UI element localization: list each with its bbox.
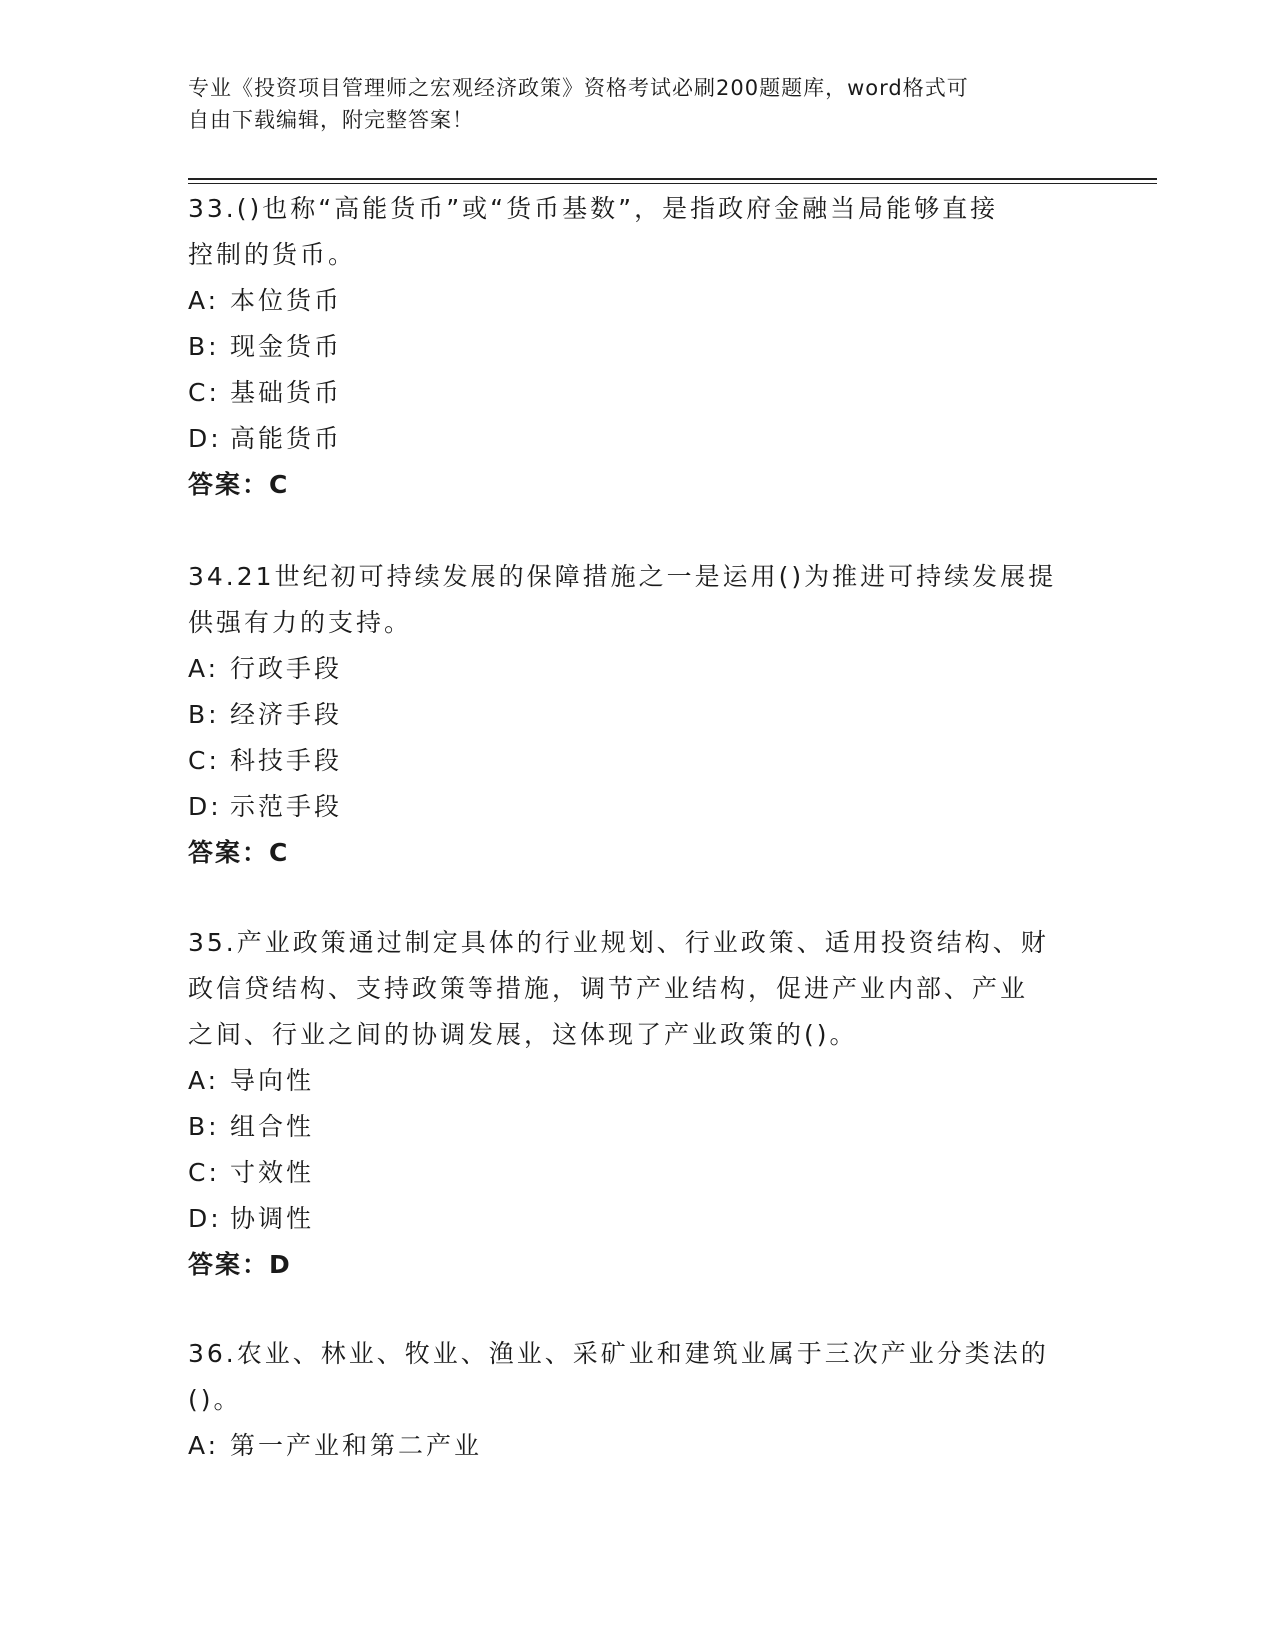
option-text: 高能货币 <box>230 424 343 453</box>
option-letter: B: <box>188 700 220 729</box>
answer-line: 答案：C <box>188 838 290 867</box>
question-stem-line: 36.农业、林业、牧业、渔业、采矿业和建筑业属于三次产业分类法的 <box>188 1339 1049 1368</box>
question-stem-line: 之间、行业之间的协调发展，这体现了产业政策的()。 <box>188 1020 858 1049</box>
option-d <box>188 416 1088 462</box>
option-letter: A: <box>188 1431 220 1460</box>
option-text: 协调性 <box>230 1204 315 1233</box>
question-33 <box>188 186 1088 508</box>
question-35 <box>188 920 1088 1288</box>
option-text: 寸效性 <box>230 1158 315 1187</box>
header-line-2: 自由下载编辑，附完整答案！ <box>188 108 474 132</box>
option-letter: A: <box>188 286 220 315</box>
option-text: 行政手段 <box>230 654 343 683</box>
option-c <box>188 1150 1088 1196</box>
option-letter: C: <box>188 746 220 775</box>
question-stem-line: 控制的货币。 <box>188 240 357 269</box>
option-letter: A: <box>188 1066 220 1095</box>
option-a <box>188 1423 1088 1469</box>
option-c <box>188 370 1088 416</box>
option-letter: D: <box>188 424 222 453</box>
answer-line: 答案：C <box>188 470 290 499</box>
option-letter: B: <box>188 1112 220 1141</box>
option-letter: A: <box>188 654 220 683</box>
option-letter: C: <box>188 1158 220 1187</box>
header-line-1: 专业《投资项目管理师之宏观经济政策》资格考试必刷200题题库，word格式可 <box>188 76 969 100</box>
option-text: 示范手段 <box>230 792 343 821</box>
header-rule-thick <box>188 178 1157 180</box>
question-stem-line: ()。 <box>188 1385 242 1414</box>
document-header <box>188 72 1068 136</box>
option-b <box>188 324 1088 370</box>
option-b <box>188 1104 1088 1150</box>
option-text: 第一产业和第二产业 <box>230 1431 483 1460</box>
question-stem-line: 33.()也称“高能货币”或“货币基数”，是指政府金融当局能够直接 <box>188 194 999 223</box>
option-letter: D: <box>188 792 222 821</box>
option-d <box>188 784 1088 830</box>
option-a <box>188 278 1088 324</box>
option-letter: D: <box>188 1204 222 1233</box>
option-text: 现金货币 <box>230 332 343 361</box>
question-34 <box>188 554 1088 876</box>
question-stem-line: 34.21世纪初可持续发展的保障措施之一是运用()为推进可持续发展提 <box>188 562 1057 591</box>
option-text: 导向性 <box>230 1066 315 1095</box>
option-text: 基础货币 <box>230 378 343 407</box>
option-b <box>188 692 1088 738</box>
question-stem-line: 供强有力的支持。 <box>188 608 413 637</box>
option-text: 组合性 <box>230 1112 315 1141</box>
question-stem-line: 35.产业政策通过制定具体的行业规划、行业政策、适用投资结构、财 <box>188 928 1049 957</box>
option-c <box>188 738 1088 784</box>
option-d <box>188 1196 1088 1242</box>
answer-line: 答案：D <box>188 1250 292 1279</box>
question-36 <box>188 1331 1088 1469</box>
option-a <box>188 646 1088 692</box>
option-letter: C: <box>188 378 220 407</box>
option-text: 科技手段 <box>230 746 343 775</box>
option-letter: B: <box>188 332 220 361</box>
option-text: 经济手段 <box>230 700 343 729</box>
header-rule-thin <box>188 183 1157 184</box>
option-text: 本位货币 <box>230 286 343 315</box>
question-stem-line: 政信贷结构、支持政策等措施，调节产业结构，促进产业内部、产业 <box>188 974 1029 1003</box>
option-a <box>188 1058 1088 1104</box>
